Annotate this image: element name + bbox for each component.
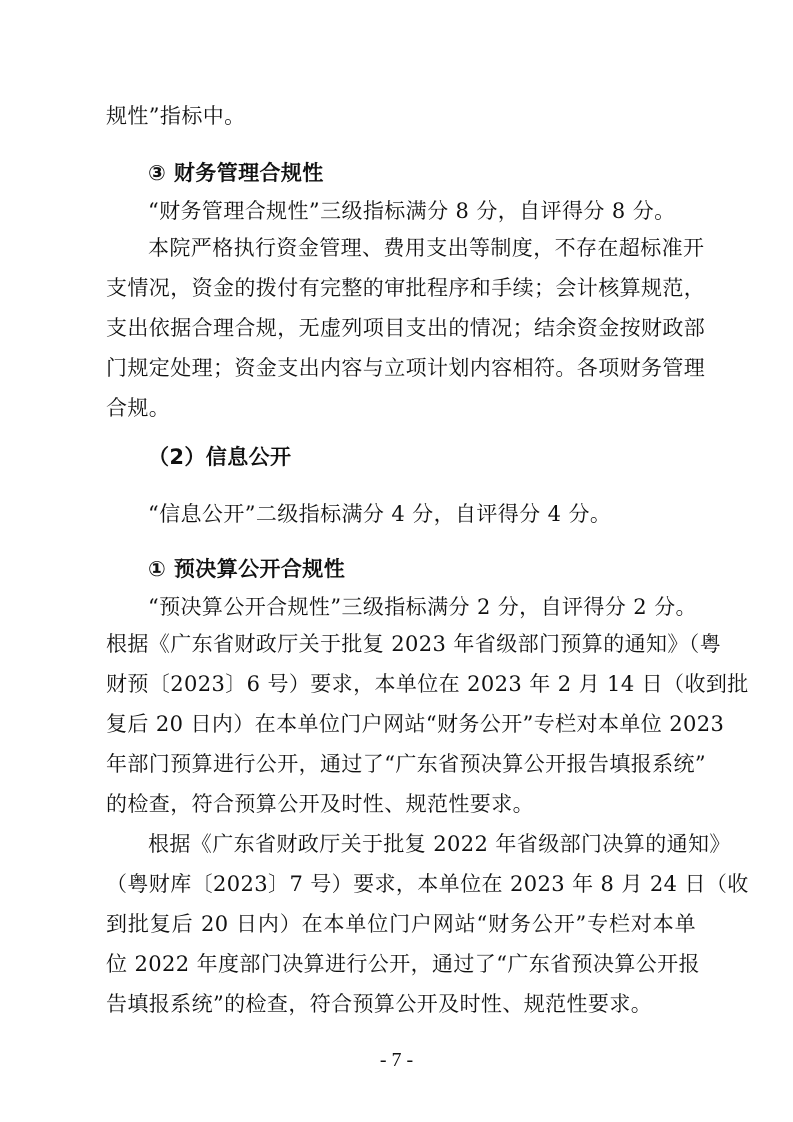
body-text-line: 根据《广东省财政厅关于批复 2022 年省级部门决算的通知》 [148,832,731,856]
body-text-line: 告填报系统”的检查，符合预算公开及时性、规范性要求。 [106,992,653,1016]
body-text-line: 财预〔2023〕6 号）要求，本单位在 2023 年 2 月 14 日（收到批 [106,672,749,696]
body-text-line: 门规定处理；资金支出内容与立项计划内容相符。各项财务管理 [106,356,706,380]
body-text-line: 年部门预算进行公开，通过了“广东省预决算公开报告填报系统” [106,752,707,776]
section-heading: （2）信息公开 [148,445,292,469]
body-text-line: 规性”指标中。 [106,104,246,128]
body-text-line: 支情况，资金的拨付有完整的审批程序和手续；会计核算规范， [106,276,706,300]
body-text-line: （粤财库〔2023〕7 号）要求，本单位在 2023 年 8 月 24 日（收 [106,872,749,896]
body-text-line: 根据《广东省财政厅关于批复 2023 年省级部门预算的通知》（粤 [106,632,722,656]
section-heading: ③ 财务管理合规性 [148,161,324,185]
body-text-line: 本院严格执行资金管理、费用支出等制度，不存在超标准开 [148,236,705,260]
body-text-line: 复后 20 日内）在本单位门户网站“财务公开”专栏对本单位 2023 [106,712,725,736]
body-text-line: 支出依据合理合规，无虚列项目支出的情况；结余资金按财政部 [106,316,706,340]
section-heading: ① 预决算公开合规性 [148,557,346,581]
body-text-line: 的检查，符合预算公开及时性、规范性要求。 [106,792,534,816]
body-text-line: “财务管理合规性”三级指标满分 8 分，自评得分 8 分。 [148,199,676,223]
body-text-line: 位 2022 年度部门决算进行公开，通过了“广东省预决算公开报 [106,952,700,976]
body-text-line: “预决算公开合规性”三级指标满分 2 分，自评得分 2 分。 [148,595,697,619]
body-text-line: 合规。 [106,396,171,420]
body-text-line: 到批复后 20 日内）在本单位门户网站“财务公开”专栏对本单 [106,912,696,936]
page-number: - 7 - [379,1049,414,1071]
body-text-line: “信息公开”二级指标满分 4 分，自评得分 4 分。 [148,502,612,526]
